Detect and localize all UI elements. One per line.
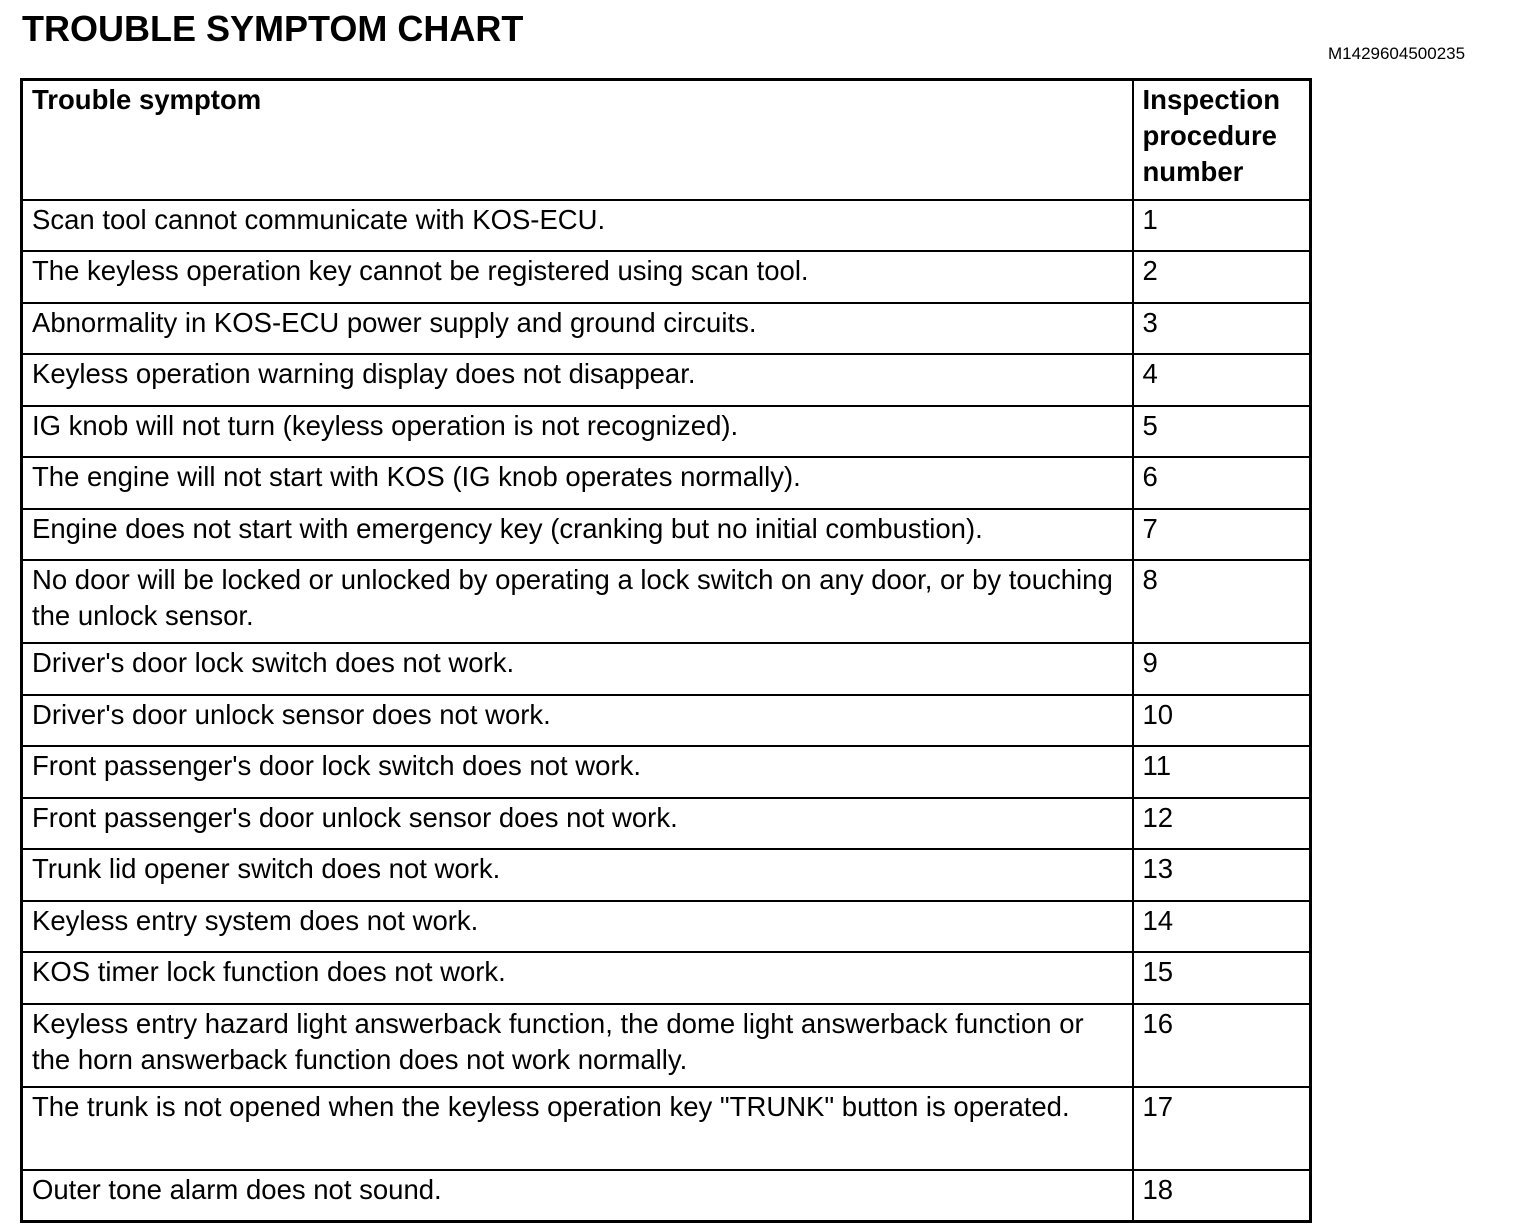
table-row [22, 406, 1311, 458]
table-row [22, 746, 1311, 798]
procedure-number-cell: 1 [1133, 200, 1311, 252]
procedure-number-cell: 3 [1133, 303, 1311, 355]
symptom-cell: Keyless entry system does not work. [22, 901, 1133, 953]
table-row [22, 560, 1311, 643]
symptom-cell: KOS timer lock function does not work. [22, 952, 1133, 1004]
symptom-cell: Abnormality in KOS-ECU power supply and ground circuits. [22, 303, 1133, 355]
procedure-number-cell: 9 [1133, 643, 1311, 695]
header-trouble-symptom: Trouble symptom [22, 80, 1133, 200]
symptom-cell: Outer tone alarm does not sound. [22, 1170, 1133, 1222]
table-row [22, 1004, 1311, 1087]
procedure-number-cell: 12 [1133, 798, 1311, 850]
table-row [22, 849, 1311, 901]
table-row [22, 1170, 1311, 1222]
symptom-cell: No door will be locked or unlocked by operating a lock switch on any door, or by touching the unlock sensor. [22, 560, 1133, 643]
table-row [22, 643, 1311, 695]
symptom-cell: Engine does not start with emergency key (cranking but no initial combustion). [22, 509, 1133, 561]
trouble-symptom-table [20, 78, 1312, 1223]
symptom-cell: The keyless operation key cannot be registered using scan tool. [22, 251, 1133, 303]
procedure-number-cell: 11 [1133, 746, 1311, 798]
symptom-cell: Front passenger's door lock switch does not work. [22, 746, 1133, 798]
symptom-cell: IG knob will not turn (keyless operation is not recognized). [22, 406, 1133, 458]
symptom-cell: Trunk lid opener switch does not work. [22, 849, 1133, 901]
procedure-number-cell: 18 [1133, 1170, 1311, 1222]
table-row [22, 901, 1311, 953]
procedure-number-cell: 17 [1133, 1087, 1311, 1170]
symptom-cell: Driver's door lock switch does not work. [22, 643, 1133, 695]
page-title: TROUBLE SYMPTOM CHART [22, 8, 524, 49]
table-row [22, 1087, 1311, 1170]
procedure-number-cell: 4 [1133, 354, 1311, 406]
table-row [22, 303, 1311, 355]
symptom-cell: Scan tool cannot communicate with KOS-ECU. [22, 200, 1133, 252]
procedure-number-cell: 2 [1133, 251, 1311, 303]
procedure-number-cell: 14 [1133, 901, 1311, 953]
table-row [22, 509, 1311, 561]
table-row [22, 354, 1311, 406]
procedure-number-cell: 8 [1133, 560, 1311, 643]
table-row [22, 200, 1311, 252]
procedure-number-cell: 16 [1133, 1004, 1311, 1087]
table-row [22, 251, 1311, 303]
symptom-cell: The engine will not start with KOS (IG knob operates normally). [22, 457, 1133, 509]
procedure-number-cell: 6 [1133, 457, 1311, 509]
procedure-number-cell: 13 [1133, 849, 1311, 901]
symptom-cell: Keyless operation warning display does not disappear. [22, 354, 1133, 406]
symptom-cell: The trunk is not opened when the keyless operation key "TRUNK" button is operated. [22, 1087, 1133, 1170]
procedure-number-cell: 15 [1133, 952, 1311, 1004]
table-row [22, 798, 1311, 850]
procedure-number-cell: 7 [1133, 509, 1311, 561]
header-inspection-procedure-number: Inspection procedure number [1133, 80, 1311, 200]
procedure-number-cell: 10 [1133, 695, 1311, 747]
symptom-cell: Keyless entry hazard light answerback function, the dome light answerback function or the horn answerback function does not work normally. [22, 1004, 1133, 1087]
table-row [22, 457, 1311, 509]
document-code: M1429604500235 [1328, 44, 1466, 63]
table-row [22, 952, 1311, 1004]
symptom-cell: Driver's door unlock sensor does not work. [22, 695, 1133, 747]
table-row [22, 695, 1311, 747]
symptom-cell: Front passenger's door unlock sensor does not work. [22, 798, 1133, 850]
procedure-number-cell: 5 [1133, 406, 1311, 458]
table-header-row [22, 80, 1311, 200]
